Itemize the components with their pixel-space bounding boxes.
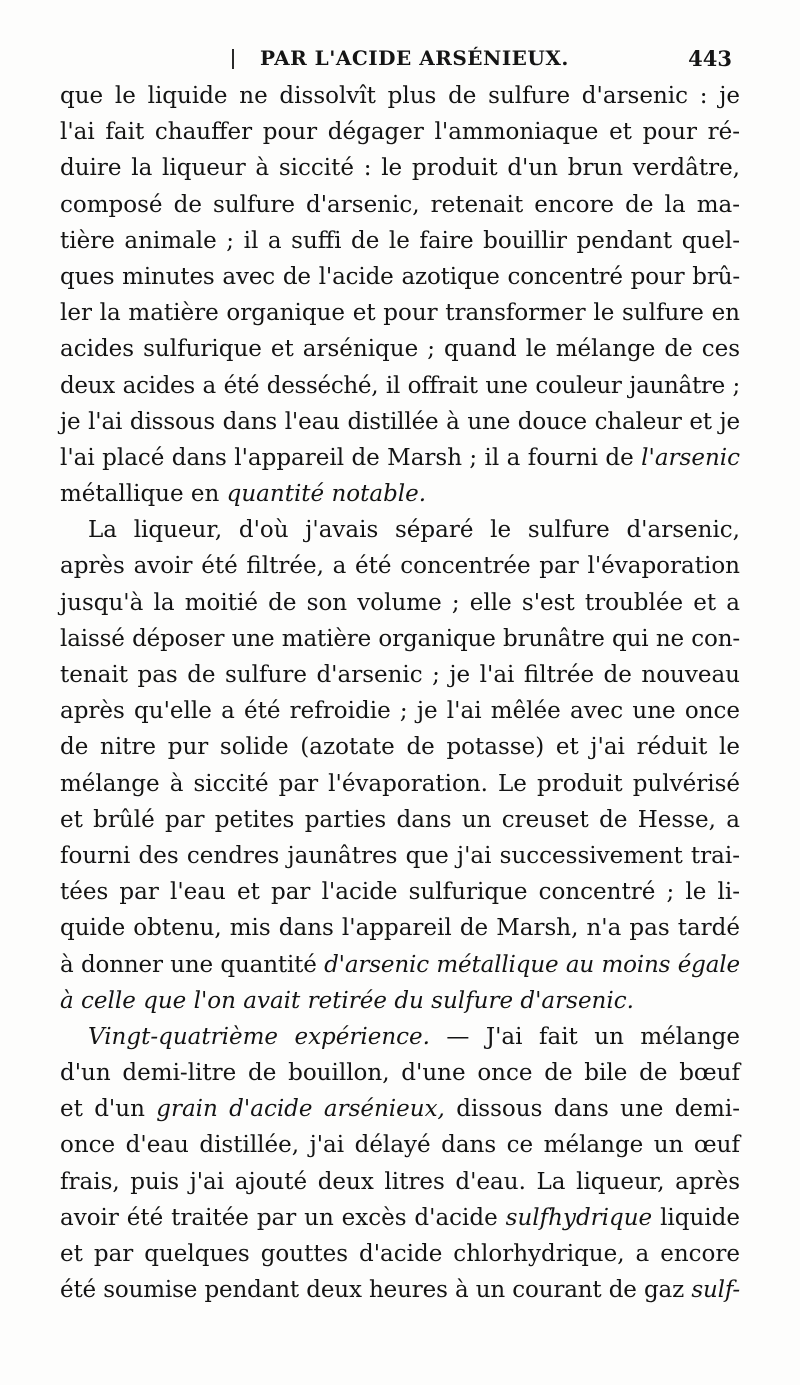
text-segment: laissé déposer une matière organique brunâtre qui ne con- bbox=[60, 625, 740, 652]
text-line bbox=[60, 114, 740, 150]
text-segment: mélange à siccité par l'évaporation. Le produit pulvérisé bbox=[60, 770, 740, 797]
text-line bbox=[60, 78, 740, 114]
text-segment: l'ai placé dans l'appareil de Marsh ; il a fourni de bbox=[60, 444, 642, 471]
text-line bbox=[60, 295, 740, 331]
text-line bbox=[60, 1091, 740, 1127]
text-line bbox=[60, 1236, 740, 1272]
text-segment: été soumise pendant deux heures à un courant de gaz bbox=[60, 1277, 692, 1304]
text-segment: once d'eau distillée, j'ai délayé dans ce mélange un œuf bbox=[60, 1132, 740, 1159]
text-segment: et d'un bbox=[60, 1096, 157, 1123]
text-segment: avoir été traitée par un excès d'acide bbox=[60, 1204, 506, 1231]
text-segment: je l'ai dissous dans l'eau distillée à une douce chaleur et je bbox=[60, 408, 740, 435]
text-line bbox=[60, 1272, 740, 1308]
text-segment: et par quelques gouttes d'acide chlorhydrique, a encore bbox=[60, 1241, 740, 1267]
text-segment: après qu'elle a été refroidie ; je l'ai mêlée avec une once bbox=[60, 698, 740, 725]
text-segment: métallique en bbox=[60, 481, 227, 508]
text-segment: tées par l'eau et par l'acide sulfurique concentré ; le li- bbox=[60, 879, 740, 906]
header-rule bbox=[232, 49, 234, 69]
text-segment: — J'ai fait un mélange bbox=[429, 1023, 740, 1050]
text-line bbox=[60, 1019, 740, 1055]
text-segment: ques minutes avec de l'acide azotique concentré pour brû- bbox=[60, 263, 740, 290]
text-segment: à donner une quantité bbox=[60, 951, 325, 978]
text-line bbox=[60, 910, 740, 946]
text-line bbox=[60, 621, 740, 657]
text-line bbox=[60, 874, 740, 910]
text-segment: l'ai fait chauffer pour dégager l'ammoniaque et pour ré- bbox=[60, 119, 740, 146]
text-line bbox=[60, 223, 740, 259]
text-line bbox=[60, 657, 740, 693]
text-line bbox=[60, 1127, 740, 1163]
running-title: PAR L'ACIDE ARSÉNIEUX. bbox=[260, 46, 569, 70]
text-segment: et brûlé par petites parties dans un creuset de Hesse, a bbox=[60, 806, 740, 833]
text-segment: jusqu'à la moitié de son volume ; elle s'est troublée et a bbox=[60, 589, 740, 616]
text-line bbox=[60, 404, 740, 440]
text-segment: après avoir été filtrée, a été concentrée par l'évaporation bbox=[60, 553, 740, 580]
text-line bbox=[60, 150, 740, 186]
text-segment: tière animale ; il a suffi de le faire bouillir pendant quel- bbox=[60, 227, 740, 254]
text-line bbox=[60, 548, 740, 584]
italic-text-segment: sulfhydrique bbox=[505, 1204, 653, 1231]
text-line bbox=[60, 331, 740, 367]
text-line bbox=[60, 729, 740, 765]
italic-text-segment: d'arsenic métallique au moins égale bbox=[324, 951, 740, 978]
page-number: 443 bbox=[688, 46, 732, 71]
text-line bbox=[60, 947, 740, 983]
text-segment: dissous dans une demi- bbox=[444, 1096, 740, 1123]
italic-text-segment: grain d'acide arsénieux, bbox=[156, 1096, 445, 1123]
text-line bbox=[60, 476, 740, 512]
text-line bbox=[60, 440, 740, 476]
text-segment: La liqueur, d'où j'avais séparé le sulfure d'arsenic, bbox=[88, 517, 740, 544]
body-text bbox=[60, 78, 740, 1308]
text-segment: deux acides a été desséché, il offrait une couleur jaunâtre ; bbox=[60, 372, 740, 399]
text-segment: liquide bbox=[652, 1204, 741, 1231]
text-line bbox=[60, 802, 740, 838]
italic-text-segment: à celle que l'on avait retirée du sulfure d'arsenic. bbox=[60, 987, 634, 1014]
italic-text-segment: quantité notable. bbox=[226, 481, 427, 508]
text-segment: tenait pas de sulfure d'arsenic ; je l'ai filtrée de nouveau bbox=[60, 662, 740, 688]
italic-text-segment: Vingt-quatrième expérience. bbox=[88, 1023, 430, 1050]
text-line bbox=[60, 259, 740, 295]
text-line bbox=[60, 766, 740, 802]
text-line bbox=[60, 1200, 740, 1236]
text-segment: composé de sulfure d'arsenic, retenait encore de la ma- bbox=[60, 191, 740, 218]
text-segment: de nitre pur solide (azotate de potasse) et j'ai réduit le bbox=[60, 734, 740, 761]
text-segment: d'un demi-litre de bouillon, d'une once de bile de bœuf bbox=[60, 1060, 740, 1087]
text-line bbox=[60, 585, 740, 621]
italic-text-segment: l'arsenic bbox=[641, 444, 740, 471]
text-line bbox=[60, 512, 740, 548]
italic-text-segment: sulf- bbox=[691, 1277, 740, 1304]
text-segment: que le liquide ne dissolvît plus de sulfure d'arsenic : je bbox=[60, 83, 740, 109]
text-segment: duire la liqueur à siccité : le produit d'un brun verdâtre, bbox=[60, 155, 740, 182]
text-line bbox=[60, 368, 740, 404]
text-segment: frais, puis j'ai ajouté deux litres d'eau. La liqueur, après bbox=[60, 1168, 740, 1195]
text-segment: ler la matière organique et pour transformer le sulfure en bbox=[60, 300, 740, 327]
text-line bbox=[60, 983, 740, 1019]
text-line bbox=[60, 693, 740, 729]
text-line bbox=[60, 1164, 740, 1200]
running-head bbox=[60, 46, 740, 76]
text-line bbox=[60, 1055, 740, 1091]
text-segment: acides sulfurique et arsénique ; quand le mélange de ces bbox=[60, 336, 740, 363]
text-segment: fourni des cendres jaunâtres que j'ai successivement trai- bbox=[60, 842, 740, 869]
text-segment: quide obtenu, mis dans l'appareil de Marsh, n'a pas tardé bbox=[60, 915, 740, 942]
text-line bbox=[60, 187, 740, 223]
text-line bbox=[60, 838, 740, 874]
